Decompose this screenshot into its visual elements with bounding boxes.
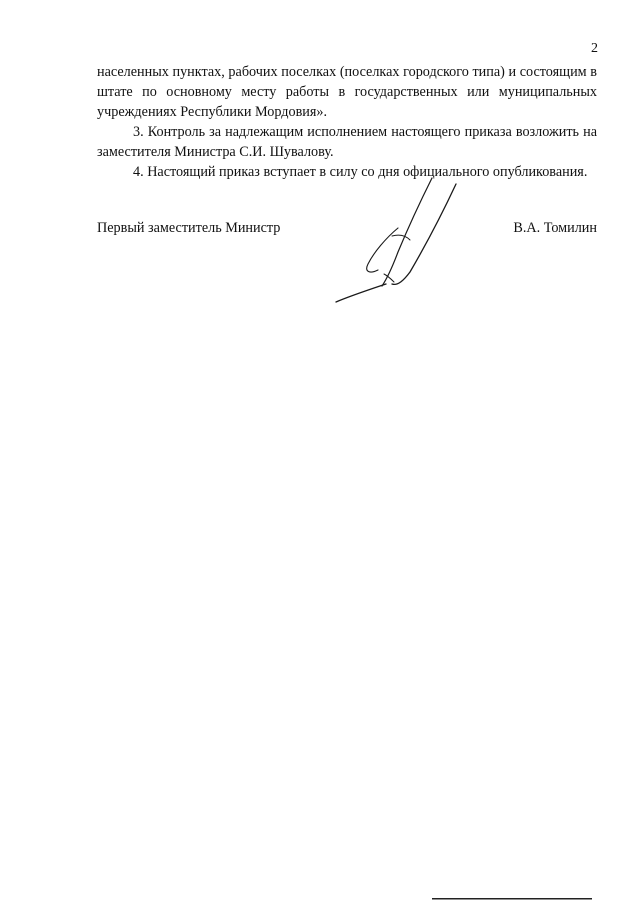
paragraph-item-4: 4. Настоящий приказ вступает в силу со дня официального опубликования. (133, 164, 588, 180)
page-number: 2 (591, 41, 598, 56)
handwritten-signature (334, 176, 464, 306)
document-body (97, 62, 597, 182)
paragraph-continuation: населенных пунктах, рабочих поселках (поселках городского типа) и состоящим в штате по основному месту работы в государственных или муниципальных учреждениях Республики Мордовия». (97, 64, 597, 120)
footer-rule (432, 897, 592, 901)
signer-name: В.А. Томилин (513, 220, 597, 236)
signer-title: Первый заместитель Министр (97, 220, 281, 236)
paragraph-item-3: 3. Контроль за надлежащим исполнением настоящего приказа возложить на заместителя Министра С.И. Шувалову. (97, 124, 597, 160)
